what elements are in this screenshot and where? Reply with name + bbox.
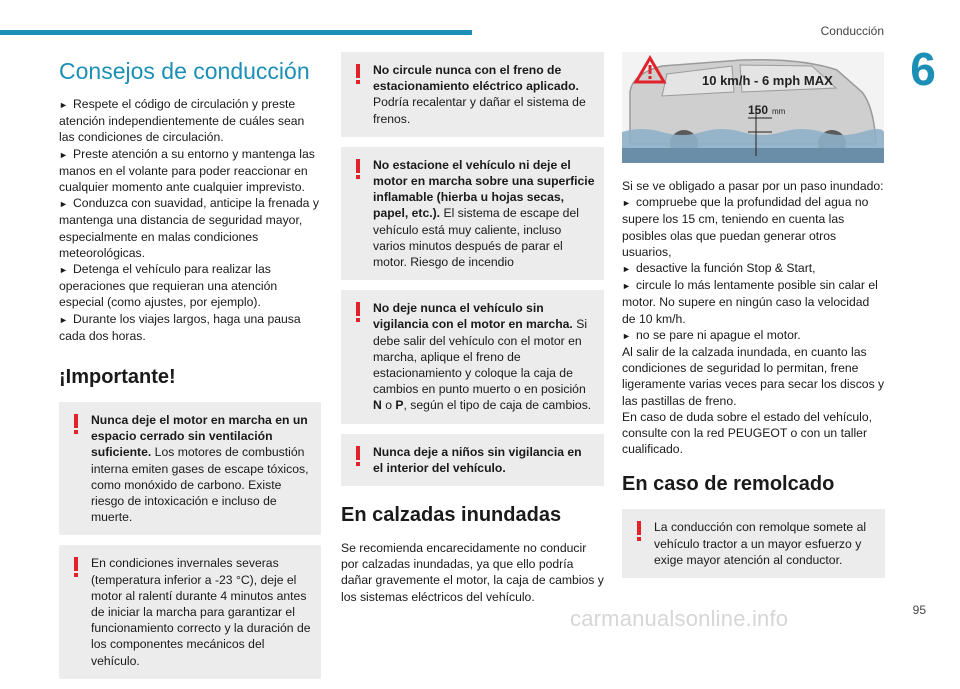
list-item: ► circule lo más lentamente posible sin calar el motor. No supere en ningún caso la velocidad de 10 km/h.: [622, 278, 878, 326]
chapter-number: 6: [910, 43, 936, 95]
warning-note-parking-brake: No circule nunca con el freno de estacionamiento eléctrico aplicado. Podría recalentar y dañar el sistema de frenos.: [341, 52, 604, 137]
list-item: ► desactive la función Stop & Start,: [622, 260, 885, 277]
important-title: ¡Importante!: [59, 366, 176, 389]
list-item: ► Conduzca con suavidad, anticipe la frenada y mantenga una distancia de seguridad mayor, especialmente en malas condiciones meteorológicas.: [59, 196, 319, 260]
warning-exclamation-icon: [636, 521, 642, 541]
warning-exclamation-icon: [73, 414, 79, 434]
warning-exclamation-icon: [355, 302, 361, 322]
bullet-arrow-icon: ►: [59, 265, 68, 276]
list-item: ► Preste atención a su entorno y mantenga las manos en el volante para poder reaccionar en cualquier momento ante cualquier imprevisto.: [59, 146, 315, 195]
warning-note-ventilation: Nunca deje el motor en marcha en un espacio cerrado sin ventilación suficiente. Los motores de combustión interna emiten gases de escape tóxicos, como monóxido de carbono. Existe riesgo de intoxicación e incluso de muerte.: [59, 402, 321, 535]
column-2: [341, 52, 604, 605]
depth-unit: mm: [772, 107, 786, 116]
bullet-arrow-icon: ►: [622, 330, 631, 341]
flooded-intro: Si se ve obligado a pasar por un paso inundado:: [622, 179, 884, 193]
warning-note-towing: La conducción con remolque somete al vehículo tractor a un mayor esfuerzo y exige mayor atención al conductor.: [622, 509, 885, 578]
bullet-arrow-icon: ►: [622, 264, 631, 275]
flooded-road-illustration: [622, 52, 884, 163]
warning-note-winter: En condiciones invernales severas (temperatura inferior a -23 °C), deje el motor al ralentí durante 4 minutos antes de iniciar la marcha para garantizar el funcionamiento correcto y la duración de los componentes mecánicos del vehículo.: [59, 545, 321, 678]
towing-title: En caso de remolcado: [622, 473, 835, 496]
depth-value: 150: [748, 103, 769, 117]
page-number: 95: [912, 603, 926, 617]
list-item: ► compruebe que la profundidad del agua no supere los 15 cm, teniendo en cuenta las posibles olas que puedan generar otros usuarios,: [622, 195, 869, 259]
bullet-arrow-icon: ►: [59, 199, 68, 210]
section-name: Conducción: [820, 24, 884, 38]
bullet-arrow-icon: ►: [59, 100, 68, 110]
bullet-arrow-icon: ►: [622, 198, 631, 209]
column-3: [622, 52, 885, 588]
doubt-text: En caso de duda sobre el estado del vehículo, consulte con la red PEUGEOT o con un taller cualificado.: [622, 409, 873, 457]
flooded-roads-title: En calzadas inundadas: [341, 504, 562, 527]
driving-tips-title: Consejos de conducción: [59, 58, 310, 84]
bullet-arrow-icon: ►: [59, 149, 68, 160]
warning-note-flammable-surface: No estacione el vehículo ni deje el motor en marcha sobre una superficie inflamable (hierba u hojas secas, papel, etc.). El sistema de escape del vehículo está muy caliente, incluso varios minutos después de parar el motor. Riesgo de incendio: [341, 147, 604, 280]
list-item: ► no se pare ni apague el motor.: [622, 327, 885, 344]
after-flood-text: Al salir de la calzada inundada, en cuanto las condiciones de seguridad lo permitan, frene ligeramente varias veces para secar los discos y las pastillas de freno.: [622, 345, 885, 408]
warning-exclamation-icon: [355, 64, 361, 84]
bullet-arrow-icon: ►: [59, 314, 68, 325]
list-item: ► Respete el código de circulación y preste atención independientemente de cuáles sean las condiciones de circulación.: [59, 97, 305, 145]
watermark: carmanualsonline.info: [570, 606, 789, 631]
column-1: [59, 52, 321, 689]
flooded-roads-text: Se recomienda encarecidamente no conducir por calzadas inundadas, ya que ello podría dañar gravemente el motor, la caja de cambios y los sistemas eléctricos del vehículo.: [341, 541, 604, 604]
header-accent-bar: [0, 30, 472, 35]
warning-exclamation-icon: [355, 159, 361, 179]
list-item: ► Durante los viajes largos, haga una pausa cada dos horas.: [59, 311, 301, 343]
warning-exclamation-icon: [355, 446, 361, 466]
flooded-steps-list: [622, 194, 885, 344]
warning-exclamation-icon: [73, 557, 79, 577]
warning-note-children: Nunca deje a niños sin vigilancia en el interior del vehículo.: [341, 434, 604, 486]
driving-tips-list: [59, 96, 321, 344]
list-item: ► Detenga el vehículo para realizar las operaciones que requieran una atención especial (como ajustes, por ejemplo).: [59, 262, 278, 310]
warning-note-unattended-engine: No deje nunca el vehículo sin vigilancia con el motor en marcha. Si debe salir del vehículo con el motor en marcha, aplique el freno de estacionamiento y coloque la caja de cambios en punto muerto o en posición N o P, según el tipo de caja de cambios.: [341, 290, 604, 423]
speed-limit-label: 10 km/h - 6 mph MAX: [702, 73, 833, 88]
bullet-arrow-icon: ►: [622, 281, 631, 292]
